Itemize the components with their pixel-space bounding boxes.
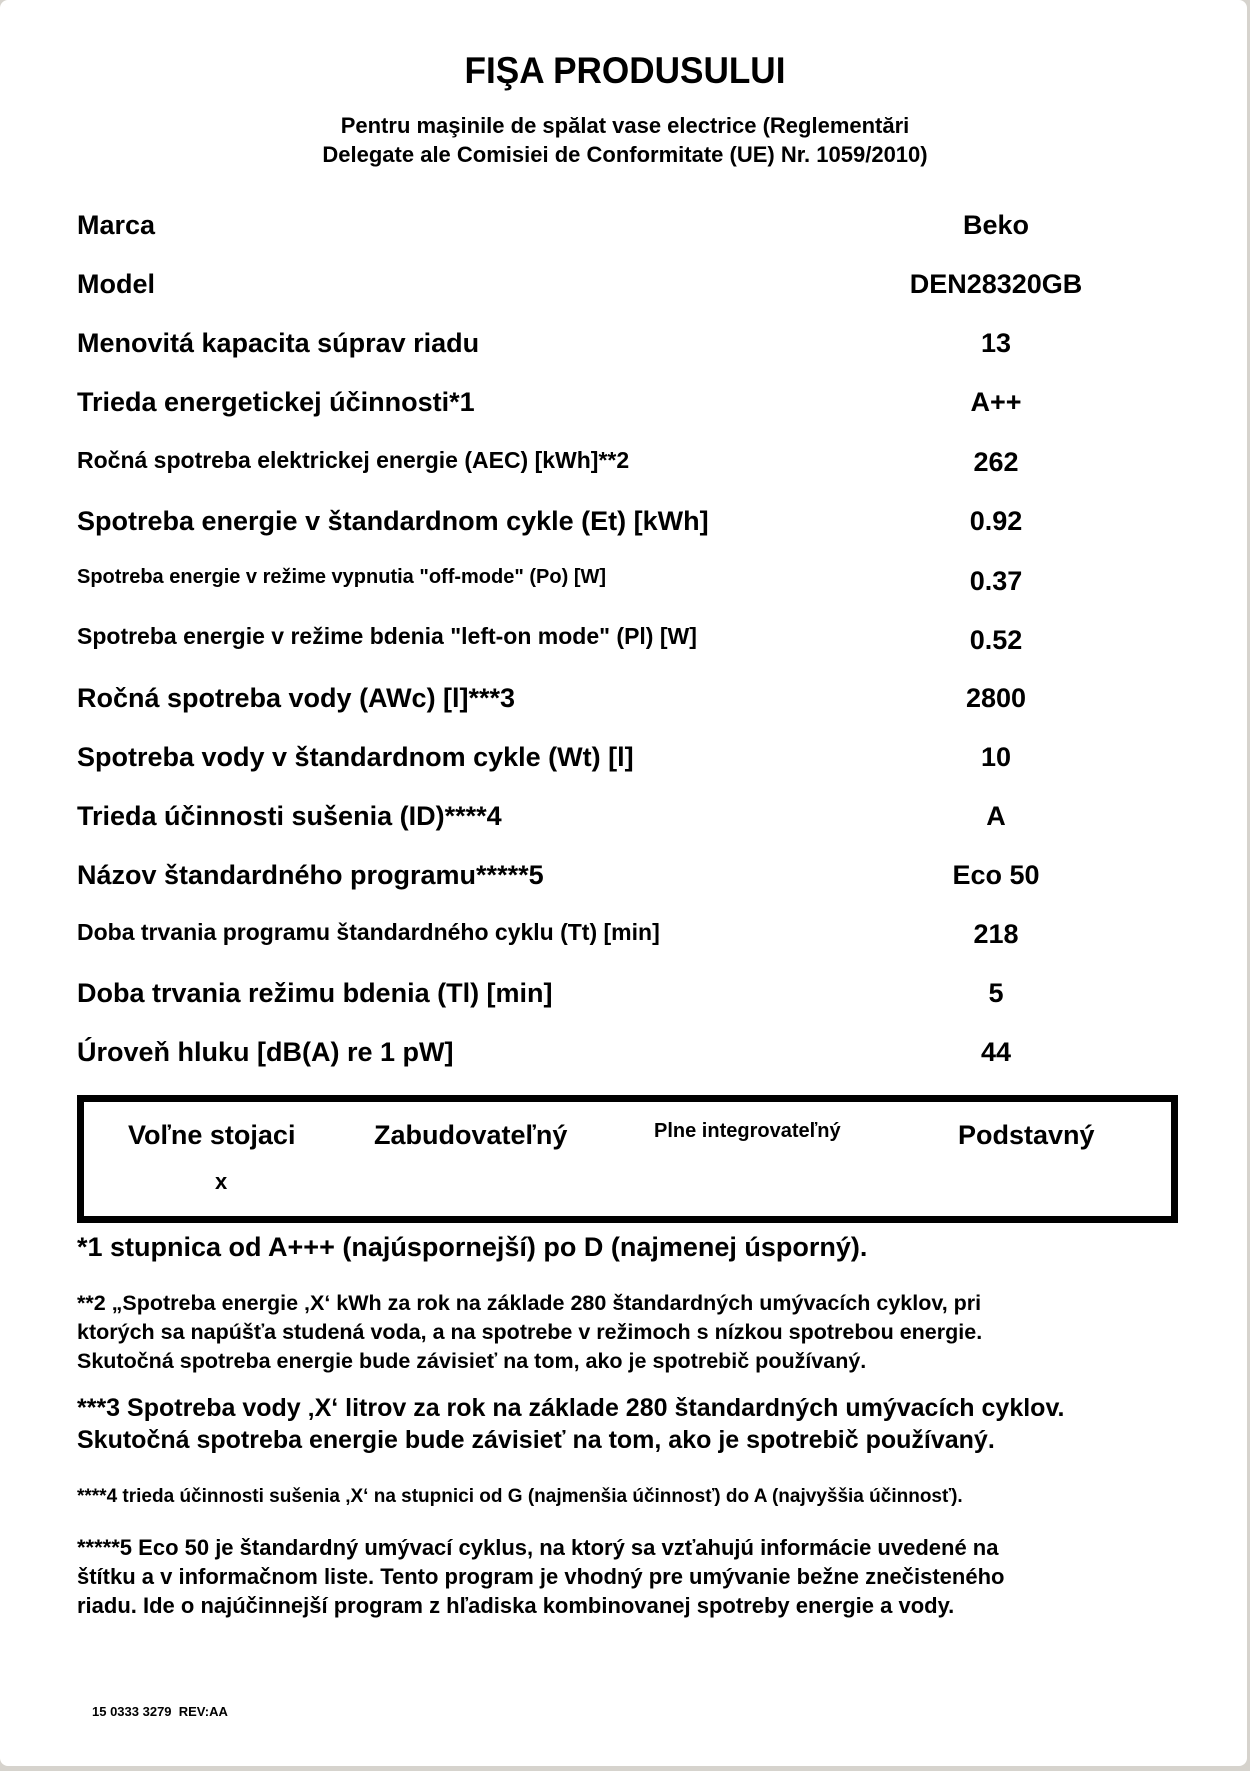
footnote-5-line-1: *****5 Eco 50 je štandardný umývací cyklus, na ktorý sa vzťahujú informácie uvedené na	[77, 1535, 999, 1560]
spec-value: A	[986, 801, 1006, 831]
spec-value: 10	[980, 742, 1012, 772]
installation-fully-integrated-label: Plne integrovateľný	[654, 1120, 841, 1142]
spec-value: 44	[980, 1037, 1012, 1067]
spec-value: Beko	[962, 210, 1030, 240]
spec-label: Ročná spotreba vody (AWc) [l]***3	[77, 683, 516, 713]
spec-label: Menovitá kapacita súprav riadu	[77, 328, 480, 358]
spec-label: Marca	[77, 210, 156, 240]
installation-freestanding-mark: x	[215, 1169, 228, 1194]
spec-value: 218	[973, 919, 1019, 949]
spec-label: Spotreba energie v štandardnom cykle (Et) [kWh]	[77, 506, 709, 536]
spec-label: Trieda účinnosti sušenia (ID)****4	[77, 801, 502, 831]
spec-value: Eco 50	[952, 860, 1040, 890]
spec-label: Doba trvania režimu bdenia (Tl) [min]	[77, 978, 553, 1008]
spec-value: 2800	[965, 683, 1027, 713]
page-subtitle	[0, 111, 1250, 169]
footnote-2	[77, 1289, 982, 1376]
spec-value: 5	[988, 978, 1004, 1008]
footnote-3-line-2: Skutočná spotreba energie bude závisieť na tom, ako je spotrebič používaný.	[77, 1426, 995, 1454]
spec-label: Doba trvania programu štandardného cyklu (Tt) [min]	[77, 919, 660, 945]
installation-freestanding-label: Voľne stojaci	[128, 1120, 296, 1150]
footnote-2-line-3: Skutočná spotreba energie bude závisieť na tom, ako je spotrebič používaný.	[77, 1349, 867, 1373]
installation-undercounter-label: Podstavný	[958, 1120, 1095, 1150]
subtitle-line-1: Pentru maşinile de spălat vase electrice (Reglementări	[340, 113, 910, 138]
spec-label: Spotreba energie v režime vypnutia "off-mode" (Po) [W]	[77, 566, 607, 588]
spec-label: Úroveň hluku [dB(A) re 1 pW]	[77, 1037, 454, 1067]
spec-value: 0.92	[969, 506, 1023, 536]
installation-type-box	[77, 1095, 1178, 1223]
subtitle-line-2: Delegate ale Comisiei de Conformitate (UE) Nr. 1059/2010)	[322, 142, 928, 167]
footnote-5-line-3: riadu. Ide o najúčinnejší program z hľadiska kombinovanej spotreby energie a vody.	[77, 1593, 955, 1618]
spec-label: Trieda energetickej účinnosti*1	[77, 387, 475, 417]
document-number: 15 0333 3279 REV:AA	[92, 1704, 228, 1719]
footnote-2-line-2: ktorých sa napúšťa studená voda, a na spotrebe v režimoch s nízkou spotrebou energie.	[77, 1320, 983, 1344]
page-title: FIŞA PRODUSULUI	[464, 50, 786, 91]
footnote-3-line-1: ***3 Spotreba vody ‚X‘ litrov za rok na základe 280 štandardných umývacích cyklov.	[77, 1394, 1065, 1422]
spec-label: Spotreba energie v režime bdenia "left-on mode" (Pl) [W]	[77, 623, 697, 649]
footnote-1: *1 stupnica od A+++ (najúspornejší) po D (najmenej úsporný).	[77, 1232, 868, 1262]
spec-label: Model	[77, 269, 155, 299]
footnote-3	[77, 1392, 1064, 1456]
spec-value: DEN28320GB	[909, 269, 1083, 299]
spec-value: 13	[980, 328, 1012, 358]
footnote-4: ****4 trieda účinnosti sušenia ‚X‘ na stupnici od G (najmenšia účinnosť) do A (najvyššia účinnosť).	[77, 1486, 963, 1507]
spec-label: Názov štandardného programu*****5	[77, 860, 544, 890]
spec-value: 0.37	[969, 566, 1023, 596]
footnote-5-line-2: štítku a v informačnom liste. Tento program je vhodný pre umývanie bežne znečisteného	[77, 1564, 1005, 1589]
spec-value: 262	[973, 447, 1019, 477]
footnote-2-line-1: **2 „Spotreba energie ‚X‘ kWh za rok na základe 280 štandardných umývacích cyklov, pri	[77, 1291, 982, 1315]
installation-builtin-label: Zabudovateľný	[374, 1120, 568, 1150]
footnote-5	[77, 1533, 1004, 1620]
spec-label: Ročná spotreba elektrickej energie (AEC) [kWh]**2	[77, 447, 630, 473]
spec-label: Spotreba vody v štandardnom cykle (Wt) [l]	[77, 742, 634, 772]
spec-value: 0.52	[969, 625, 1023, 655]
spec-value: A++	[970, 387, 1022, 417]
